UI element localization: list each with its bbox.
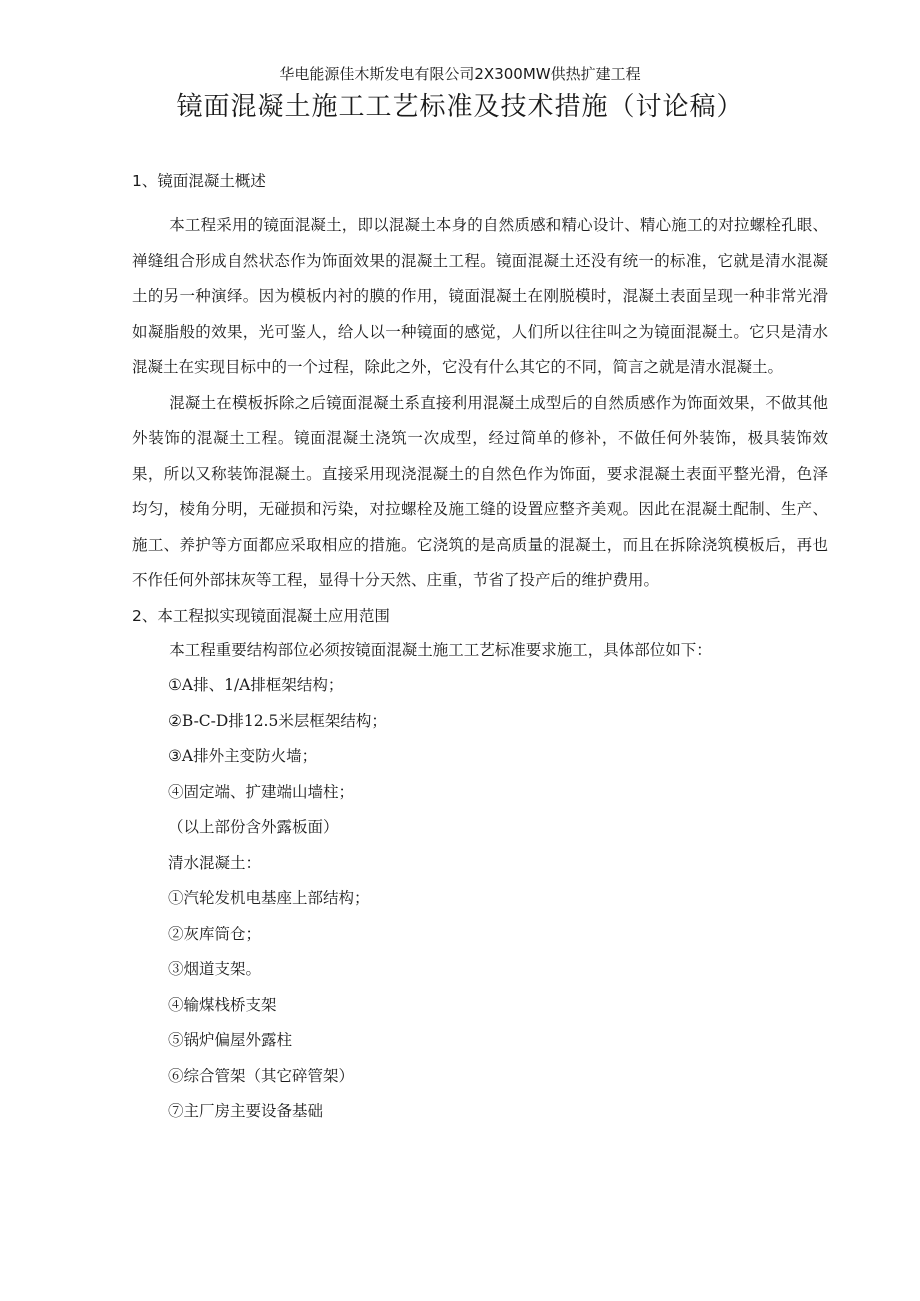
document-subtitle: 华电能源佳木斯发电有限公司2X300MW供热扩建工程 <box>279 65 641 83</box>
fair-faced-concrete-item: ⑤锅炉偏屋外露柱 <box>168 1031 293 1049</box>
fair-faced-concrete-item: ⑥综合管架（其它碎管架） <box>168 1066 355 1085</box>
section-2-intro: 本工程重要结构部位必须按镜面混凝土施工工艺标准要求施工，具体部位如下： <box>169 640 712 659</box>
fair-faced-concrete-item: ④输煤栈桥支架 <box>168 995 277 1014</box>
fair-faced-concrete-item: ③烟道支架。 <box>168 960 262 978</box>
section-2-heading: 2、本工程拟实现镜面混凝土应用范围 <box>132 606 390 625</box>
section-1-paragraph: 本工程采用的镜面混凝土，即以混凝土本身的自然质感和精心设计、精心施工的对拉螺栓孔眼、禅缝组合形成自然状态作为饰面效果的混凝土工程。镜面混凝土还没有统一的标准，它就是清水混凝土的另一种演绎。因为模板内衬的膜的作用，镜面混凝土在刚脱模时，混凝土表面呈现一种非常光滑如凝脂般的效果，光可鉴人，给人以一种镜面的感觉，人们所以往往叫之为镜面混凝土。它只是清水混凝土在实现目标中的一个过程，除此之外，它没有什么其它的不同，简言之就是清水混凝土。 <box>132 216 828 376</box>
mirror-concrete-item: ①A排、1/A排框架结构； <box>168 676 344 694</box>
section-1-heading: 1、镜面混凝土概述 <box>132 172 266 190</box>
mirror-concrete-item: ②B-C-D排12.5米层框架结构； <box>168 711 387 730</box>
fair-faced-concrete-item: ②灰库筒仓； <box>168 924 262 943</box>
mirror-concrete-item: ④固定端、扩建端山墙柱； <box>168 782 355 801</box>
mirror-concrete-note: （以上部份含外露板面） <box>168 818 339 836</box>
mirror-concrete-item: ③A排外主变防火墙； <box>168 747 318 765</box>
section-1-paragraph: 混凝土在模板拆除之后镜面混凝土系直接利用混凝土成型后的自然质感作为饰面效果，不做其他外装饰的混凝土工程。镜面混凝土浇筑一次成型，经过简单的修补，不做任何外装饰，极具装饰效果，所以又称装饰混凝土。直接采用现浇混凝土的自然色作为饰面，要求混凝土表面平整光滑，色泽均匀，棱角分明，无碰损和污染，对拉螺栓及施工缝的设置应整齐美观。因此在混凝土配制、生产、施工、养护等方面都应采取相应的措施。它浇筑的是高质量的混凝土，而且在拆除浇筑模板后，再也不作任何外部抹灰等工程，显得十分天然、庄重，节省了投产后的维护费用。 <box>132 393 828 589</box>
fair-faced-concrete-label: 清水混凝土： <box>168 853 262 872</box>
fair-faced-concrete-item: ①汽轮发机电基座上部结构； <box>168 889 370 907</box>
fair-faced-concrete-item: ⑦主厂房主要设备基础 <box>168 1102 324 1120</box>
document-title: 镜面混凝土施工工艺标准及技术措施（讨论稿） <box>176 92 744 122</box>
